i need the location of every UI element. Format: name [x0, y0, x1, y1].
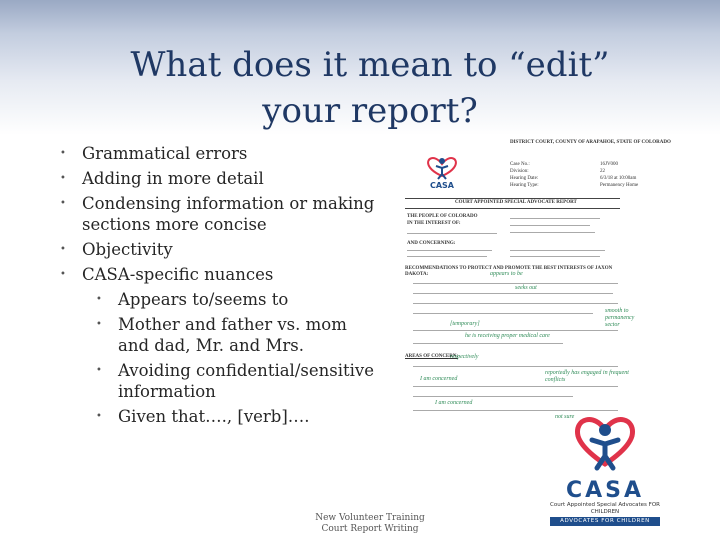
text-line [407, 233, 497, 234]
sub-bullet-text: Appears to/seems to [118, 290, 289, 309]
text-line [413, 366, 618, 367]
court-report-document-image [395, 138, 671, 438]
sub-bullet-item [60, 289, 380, 310]
handwritten-note: respectively [450, 354, 479, 360]
footer [290, 513, 450, 535]
divider [405, 198, 620, 199]
logo-subtitle: Court Appointed Special Advocates FOR CHILDREN [550, 502, 660, 515]
sub-bullet-text: Given that…., [verb]…. [118, 407, 310, 426]
bullet-dot-icon: • [96, 411, 102, 422]
section-heading: RECOMMENDATIONS TO PROTECT AND PROMOTE THE BEST INTERESTS OF JAXON DAKOTA: [405, 266, 613, 277]
text-line [413, 303, 618, 304]
casa-heart-figure-icon [570, 408, 640, 478]
report-title: COURT APPOINTED SPECIAL ADVOCATE REPORT [455, 200, 577, 205]
case-row-label: Hearing Type: [510, 183, 539, 188]
text-line [413, 343, 563, 344]
bullet-dot-icon: • [60, 173, 66, 184]
case-row-value: 6/3/18 at 10:00am [600, 176, 637, 181]
case-row-value: 22 [600, 169, 605, 174]
section-heading: AREAS OF CONCERN: [405, 354, 459, 359]
text-line [413, 330, 618, 331]
bullet-dot-icon: • [96, 294, 102, 305]
text-line [413, 313, 593, 314]
text-line [413, 386, 618, 387]
bullet-dot-icon: • [96, 365, 102, 376]
handwritten-note: reportedly has engaged in frequent conflicts [545, 370, 629, 383]
case-row-label: Hearing Date: [510, 176, 539, 181]
text-line [510, 218, 600, 219]
section-heading: IN THE INTEREST OF: [407, 221, 461, 226]
text-line [407, 256, 487, 257]
text-line [413, 293, 613, 294]
bullet-text: Objectivity [82, 240, 173, 259]
bullet-dot-icon: • [60, 244, 66, 255]
casa-small-logo-icon [417, 144, 467, 192]
handwritten-note: [temporary] [450, 321, 480, 327]
case-row-label: Case No.: [510, 162, 530, 167]
logo-band-text: ADVOCATES FOR CHILDREN [550, 517, 660, 526]
bullet-item [60, 193, 380, 235]
slide-title: What does it mean to “edit” your report? [130, 45, 610, 131]
text-line [510, 256, 600, 257]
footer-line: New Volunteer Training [315, 513, 425, 523]
sub-bullet-item [60, 314, 380, 356]
bullet-dot-icon: • [60, 198, 66, 209]
text-line [407, 250, 492, 251]
case-row-label: Division: [510, 169, 529, 174]
text-line [413, 396, 573, 397]
handwritten-note: appears to be [490, 271, 523, 277]
case-row-value: Permanency Home [600, 183, 639, 188]
text-line [413, 283, 618, 284]
bullet-item [60, 168, 380, 189]
logo-wordmark: CASA [565, 478, 645, 503]
bullet-dot-icon: • [60, 269, 66, 280]
bullet-text: CASA-specific nuances [82, 265, 274, 284]
bullet-text: Grammatical errors [82, 144, 248, 163]
text-line [510, 225, 590, 226]
handwritten-note: he is receiving proper medical care [465, 333, 550, 339]
bullet-text: Adding in more detail [82, 169, 264, 188]
section-heading: AND CONCERNING: [407, 241, 456, 246]
handwritten-note: I am concerned [435, 400, 473, 406]
svg-text:CASA: CASA [429, 181, 455, 190]
bullet-item [60, 239, 380, 260]
sub-bullet-text: Avoiding confidential/sensitive information [118, 361, 374, 401]
handwritten-note: smooth to permanency sector [605, 308, 635, 328]
case-row-value: 16JV000 [600, 162, 619, 167]
sub-bullet-item [60, 406, 380, 427]
text-line [510, 232, 595, 233]
bullet-list [60, 143, 380, 431]
sub-bullet-item [60, 360, 380, 402]
court-header: DISTRICT COURT, COUNTY OF ARAPAHOE, STATE OF COLORADO [510, 140, 671, 145]
divider [405, 208, 620, 209]
text-line [510, 250, 605, 251]
handwritten-note: seeks out [515, 285, 537, 291]
bullet-item [60, 143, 380, 164]
bullet-text: Condensing information or making sections more concise [82, 194, 375, 234]
section-heading: THE PEOPLE OF COLORADO [407, 214, 478, 219]
footer-line: Court Report Writing [321, 524, 419, 534]
bullet-item [60, 264, 380, 285]
handwritten-note: not sure [555, 414, 575, 420]
casa-logo [550, 408, 660, 526]
sub-bullet-text: Mother and father vs. mom and dad, Mr. and Mrs. [118, 315, 347, 355]
bullet-dot-icon: • [60, 148, 66, 159]
handwritten-note: I am concerned [420, 376, 458, 382]
bullet-dot-icon: • [96, 319, 102, 330]
